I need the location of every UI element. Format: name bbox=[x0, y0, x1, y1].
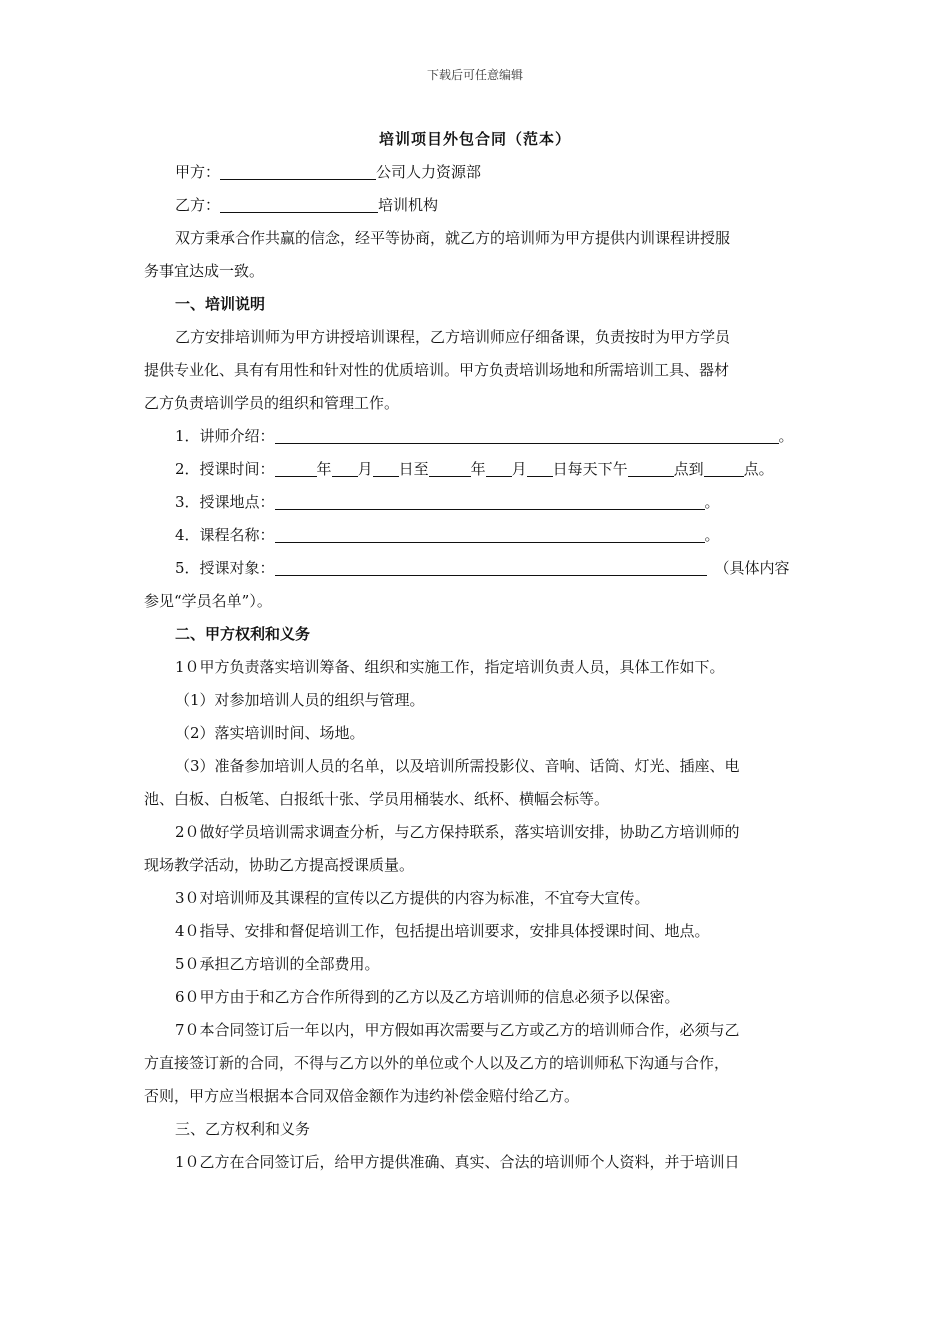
item-1-instructor bbox=[144, 420, 806, 453]
item-5-blank bbox=[275, 557, 707, 576]
item-2-blank-day1 bbox=[373, 458, 399, 477]
item-3-end: 。 bbox=[704, 493, 720, 511]
section-2-heading: 二、甲方权利和义务 bbox=[175, 625, 311, 643]
item-2-blank-month2 bbox=[486, 458, 512, 477]
item-4-label: 4．课程名称： bbox=[175, 526, 275, 544]
section-2-p7-line-2: 方直接签订新的合同，不得与乙方以外的单位或个人以及乙方的培训师私下沟通与合作， bbox=[144, 1054, 730, 1072]
section-2-p2-line-1: 2０做好学员培训需求调查分析，与乙方保持联系，落实培训安排，协助乙方培训师的 bbox=[175, 823, 740, 841]
section-2-p1-3-line-1: （3）准备参加培训人员的名单，以及培训所需投影仪、音响、话筒、灯光、插座、电 bbox=[175, 757, 740, 775]
item-2-blank-month1 bbox=[332, 458, 358, 477]
item-5-label: 5．授课对象： bbox=[175, 559, 275, 577]
item-4-blank bbox=[275, 524, 705, 543]
item-5-audience bbox=[144, 552, 806, 585]
section-2-p7-line-3: 否则，甲方应当根据本合同双倍金额作为违约补偿金赔付给乙方。 bbox=[144, 1087, 580, 1105]
item-2-month2: 月 bbox=[511, 460, 527, 478]
section-1-heading: 一、培训说明 bbox=[175, 295, 266, 313]
section-2-p1-3-line-2: 池、白板、白板笔、白报纸十张、学员用桶装水、纸杯、横幅会标等。 bbox=[144, 790, 610, 808]
item-2-blank-year2 bbox=[429, 458, 471, 477]
party-a-line bbox=[144, 156, 806, 189]
section-2-p1-1: （1）对参加培训人员的组织与管理。 bbox=[175, 691, 425, 709]
party-a-label: 甲方： bbox=[175, 163, 221, 181]
item-2-end: 点。 bbox=[743, 460, 774, 478]
section-2-p1: 1０甲方负责落实培训筹备、组织和实施工作，指定培训负责人员，具体工作如下。 bbox=[175, 658, 725, 676]
item-2-label: 2．授课时间： bbox=[175, 460, 275, 478]
item-2-day-to: 日至 bbox=[398, 460, 429, 478]
item-1-blank bbox=[275, 425, 779, 444]
item-3-label: 3．授课地点： bbox=[175, 493, 275, 511]
item-2-year2: 年 bbox=[470, 460, 486, 478]
item-2-month1: 月 bbox=[357, 460, 373, 478]
party-b-label: 乙方： bbox=[175, 196, 221, 214]
section-2-p4: 4０指导、安排和督促培训工作，包括提出培训要求，安排具体授课时间、地点。 bbox=[175, 922, 710, 940]
party-b-line bbox=[144, 189, 806, 222]
item-2-daily: 日每天下午 bbox=[552, 460, 628, 478]
document-title: 培训项目外包合同（范本） bbox=[378, 130, 571, 148]
section-2-p3: 3０对培训师及其课程的宣传以乙方提供的内容为标准，不宜夸大宣传。 bbox=[175, 889, 650, 907]
party-b-suffix: 培训机构 bbox=[378, 196, 439, 214]
item-4-course bbox=[144, 519, 806, 552]
item-5-tail: （具体内容 bbox=[714, 559, 790, 577]
section-2-p5: 5０承担乙方培训的全部费用。 bbox=[175, 955, 380, 973]
item-2-schedule bbox=[144, 453, 806, 486]
section-2-p6: 6０甲方由于和乙方合作所得到的乙方以及乙方培训师的信息必须予以保密。 bbox=[175, 988, 680, 1006]
item-3-blank bbox=[275, 491, 705, 510]
item-2-year1: 年 bbox=[316, 460, 332, 478]
item-3-location bbox=[144, 486, 806, 519]
contract-body bbox=[144, 156, 806, 1179]
party-a-blank bbox=[220, 161, 376, 180]
item-4-end: 。 bbox=[704, 526, 720, 544]
section-1-para-line-1: 乙方安排培训师为甲方讲授培训课程，乙方培训师应仔细备课，负责按时为甲方学员 bbox=[175, 328, 731, 346]
section-1-para-line-3: 乙方负责培训学员的组织和管理工作。 bbox=[144, 394, 400, 412]
section-2-p2-line-2: 现场教学活动，协助乙方提高授课质量。 bbox=[144, 856, 415, 874]
item-1-end: 。 bbox=[778, 427, 794, 445]
item-2-to: 点到 bbox=[673, 460, 704, 478]
item-2-blank-end bbox=[704, 458, 744, 477]
section-2-p7-line-1: 7０本合同签订后一年以内，甲方假如再次需要与乙方或乙方的培训师合作，必须与乙 bbox=[175, 1021, 740, 1039]
item-2-blank-day2 bbox=[527, 458, 553, 477]
section-1-para-line-2: 提供专业化、具有有用性和针对性的优质培训。甲方负责培训场地和所需培训工具、器材 bbox=[144, 361, 730, 379]
item-2-blank-start bbox=[628, 458, 674, 477]
intro-line-1: 双方秉承合作共赢的信念，经平等协商，就乙方的培训师为甲方提供内训课程讲授服 bbox=[175, 229, 731, 247]
section-3-heading: 三、乙方权利和义务 bbox=[175, 1120, 311, 1138]
party-b-blank bbox=[220, 194, 378, 213]
intro-line-2: 务事宜达成一致。 bbox=[144, 262, 265, 280]
item-5-line-2: 参见“学员名单”）。 bbox=[144, 592, 272, 610]
header-note: 下载后可任意编辑 bbox=[426, 68, 523, 82]
item-1-label: 1．讲师介绍： bbox=[175, 427, 275, 445]
section-2-p1-2: （2）落实培训时间、场地。 bbox=[175, 724, 365, 742]
item-2-blank-year1 bbox=[275, 458, 317, 477]
section-3-p1-line-1: 1０乙方在合同签订后，给甲方提供准确、真实、合法的培训师个人资料，并于培训日 bbox=[175, 1153, 740, 1171]
party-a-suffix: 公司人力资源部 bbox=[376, 163, 482, 181]
